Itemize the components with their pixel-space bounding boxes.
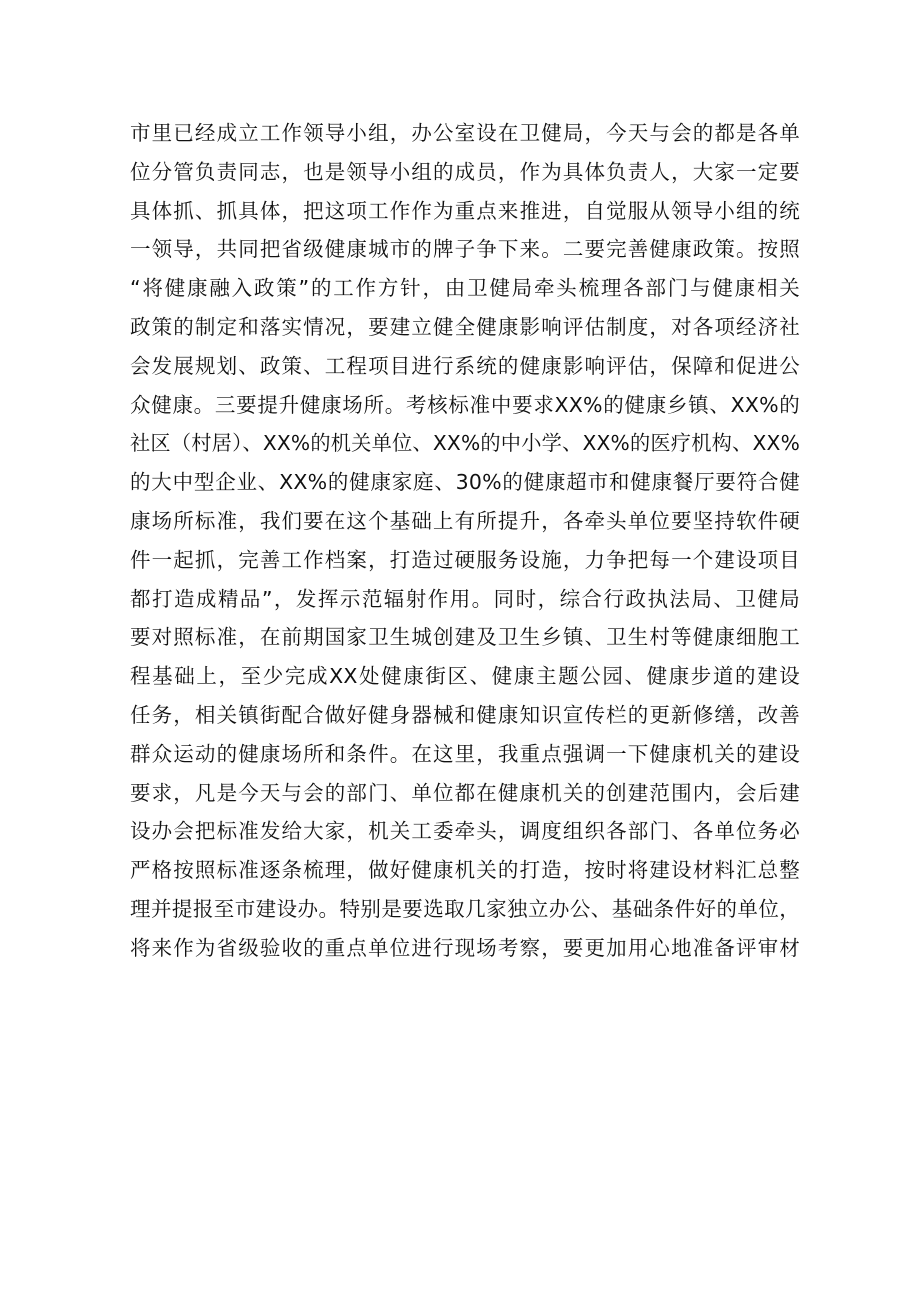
text-line: 具体抓、抓具体，把这项工作作为重点来推进，自觉服从领导小组的统 [130, 198, 800, 223]
text-line: 群众运动的健康场所和条件。在这里，我重点强调一下健康机关的建设 [130, 741, 800, 766]
text-line: 任务，相关镇街配合做好健身器械和健康知识宣传栏的更新修缮，改善 [130, 702, 800, 727]
text-line: 设办会把标准发给大家，机关工委牵头，调度组织各部门、各单位务必 [130, 819, 800, 844]
text-line: 康场所标准，我们要在这个基础上有所提升，各牵头单位要坚持软件硬 [130, 508, 800, 533]
text-line: 件一起抓，完善工作档案，打造过硬服务设施，力争把每一个建设项目 [130, 547, 800, 572]
text-line: 位分管负责同志，也是领导小组的成员，作为具体负责人，大家一定要 [130, 159, 800, 184]
text-line: “将健康融入政策”的工作方针，由卫健局牵头梳理各部门与健康相关 [130, 276, 800, 301]
body-text [130, 116, 800, 970]
text-line: 严格按照标准逐条梳理，做好健康机关的打造，按时将建设材料汇总整 [130, 858, 800, 883]
text-line: 理并提报至市建设办。特别是要选取几家独立办公、基础条件好的单位， [130, 896, 800, 921]
text-line: 政策的制定和落实情况，要建立健全健康影响评估制度，对各项经济社 [130, 314, 800, 339]
text-line: 众健康。三要提升健康场所。考核标准中要求XX%的健康乡镇、XX%的 [130, 392, 800, 417]
text-line: 市里已经成立工作领导小组，办公室设在卫健局，今天与会的都是各单 [130, 121, 800, 145]
text-line: 社区（村居）、XX%的机关单位、XX%的中小学、XX%的医疗机构、XX% [130, 431, 800, 456]
text-line: 要求，凡是今天与会的部门、单位都在健康机关的创建范围内，会后建 [130, 780, 800, 805]
text-line: 一领导，共同把省级健康城市的牌子争下来。二要完善健康政策。按照 [130, 237, 800, 262]
text-line: 将来作为省级验收的重点单位进行现场考察，要更加用心地准备评审材 [130, 935, 800, 960]
text-line: 会发展规划、政策、工程项目进行系统的健康影响评估，保障和促进公 [130, 353, 800, 378]
text-line: 要对照标准，在前期国家卫生城创建及卫生乡镇、卫生村等健康细胞工 [130, 625, 800, 650]
text-line: 都打造成精品”，发挥示范辐射作用。同时，综合行政执法局、卫健局 [130, 586, 800, 611]
text-line: 的大中型企业、XX%的健康家庭、30%的健康超市和健康餐厅要符合健 [130, 470, 800, 495]
text-line: 程基础上，至少完成XX处健康街区、健康主题公园、健康步道的建设 [130, 664, 800, 689]
